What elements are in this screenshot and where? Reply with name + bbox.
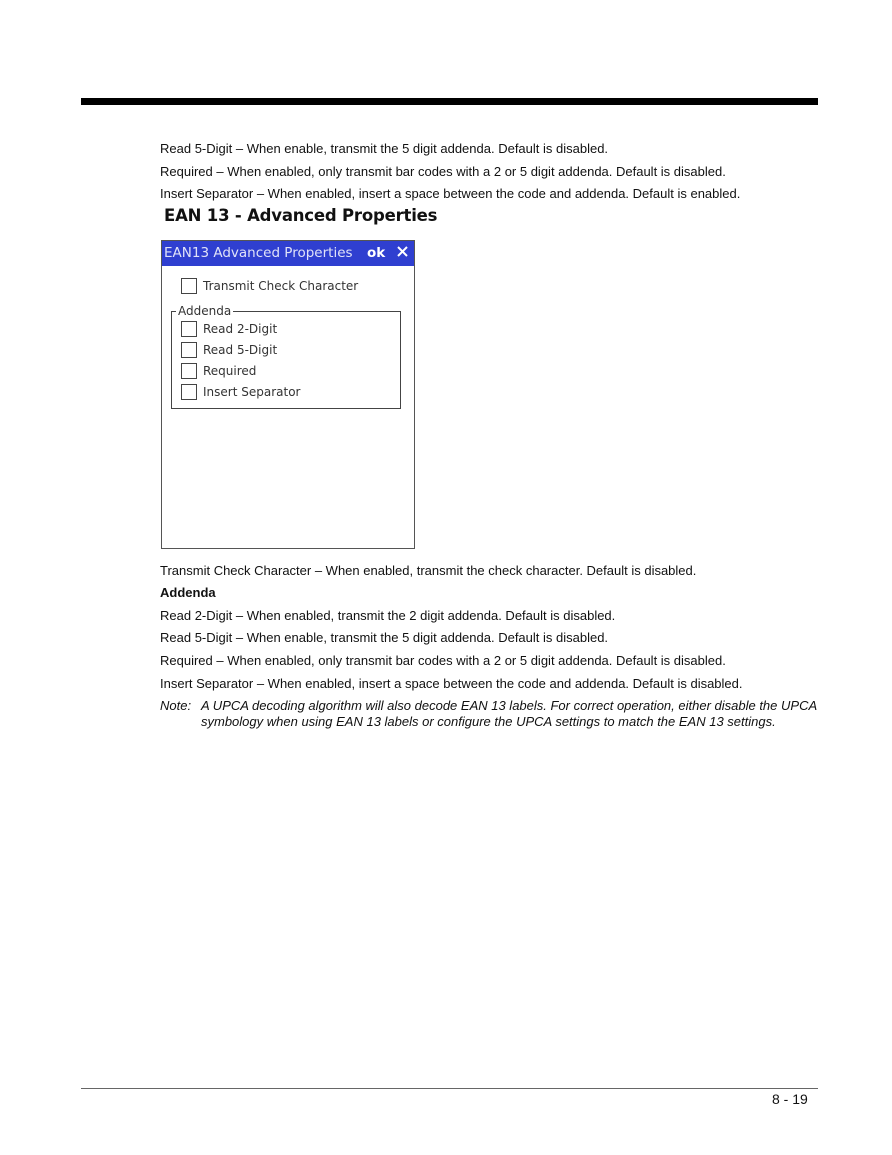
transmit-check-character-checkbox[interactable] bbox=[181, 278, 197, 294]
insert-separator-checkbox[interactable] bbox=[181, 384, 197, 400]
intro-line-read-5-digit: Read 5-Digit – When enable, transmit the 5 digit addenda. Default is disabled. bbox=[160, 141, 609, 156]
desc-read-5-digit: Read 5-Digit – When enable, transmit the 5 digit addenda. Default is disabled. bbox=[160, 630, 609, 645]
note-label: Note: bbox=[160, 698, 192, 713]
read-5-digit-checkbox[interactable] bbox=[181, 342, 197, 358]
desc-required: Required – When enabled, only transmit bar codes with a 2 or 5 digit addenda. Default is disabled. bbox=[160, 653, 726, 668]
dialog-title: EAN13 Advanced Properties bbox=[164, 245, 353, 261]
intro-line-insert-separator: Insert Separator – When enabled, insert a space between the code and addenda. Default is enabled. bbox=[160, 186, 741, 201]
transmit-check-character-label: Transmit Check Character bbox=[203, 279, 359, 293]
addenda-heading: Addenda bbox=[160, 585, 216, 600]
intro-line-required: Required – When enabled, only transmit bar codes with a 2 or 5 digit addenda. Default is disabled. bbox=[160, 164, 726, 179]
page-number: 8 - 19 bbox=[772, 1091, 808, 1107]
desc-read-2-digit: Read 2-Digit – When enabled, transmit the 2 digit addenda. Default is disabled. bbox=[160, 608, 616, 623]
note-text: A UPCA decoding algorithm will also decode EAN 13 labels. For correct operation, either disable the UPCA symbology when using EAN 13 labels or configure the UPCA settings to match the EAN 13 settings. bbox=[201, 698, 817, 729]
read-2-digit-label: Read 2-Digit bbox=[203, 322, 278, 336]
ok-button[interactable]: ok bbox=[367, 245, 386, 261]
read-2-digit-checkbox[interactable] bbox=[181, 321, 197, 337]
footer-rule bbox=[81, 1088, 818, 1089]
desc-insert-separator: Insert Separator – When enabled, insert a space between the code and addenda. Default is disabled. bbox=[160, 676, 743, 691]
addenda-groupbox bbox=[171, 304, 401, 409]
addenda-group-label: Addenda bbox=[178, 304, 232, 318]
required-label: Required bbox=[203, 364, 257, 378]
dialog-titlebar bbox=[162, 241, 414, 266]
ean13-advanced-properties-dialog bbox=[161, 240, 415, 549]
close-icon[interactable] bbox=[395, 244, 410, 259]
required-checkbox[interactable] bbox=[181, 363, 197, 379]
section-heading: EAN 13 - Advanced Properties bbox=[164, 206, 438, 225]
desc-transmit-check-character: Transmit Check Character – When enabled, transmit the check character. Default is disabled. bbox=[160, 563, 697, 578]
insert-separator-label: Insert Separator bbox=[203, 385, 301, 399]
read-5-digit-label: Read 5-Digit bbox=[203, 343, 278, 357]
header-rule bbox=[81, 98, 818, 105]
